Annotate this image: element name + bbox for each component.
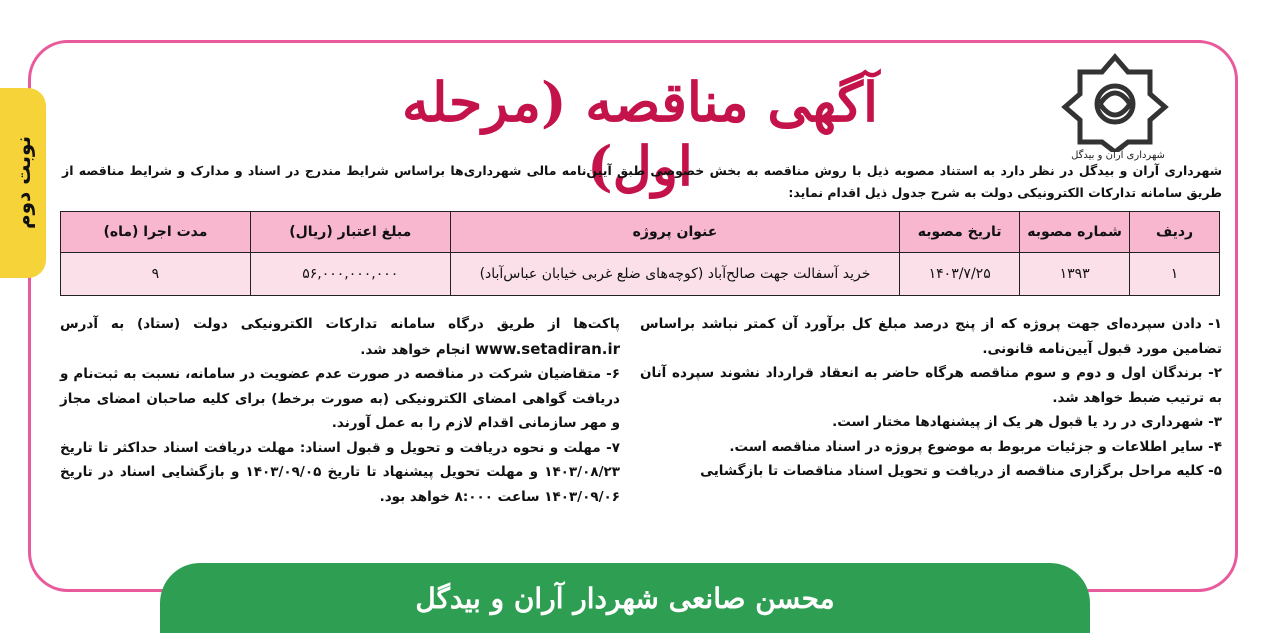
cell-project-title: خرید آسفالت جهت صالح‌آباد (کوچه‌های ضلع غربی خیابان عباس‌آباد): [450, 253, 900, 296]
condition-continuation: [60, 312, 620, 362]
continuation-text: پاکت‌ها از طریق درگاه سامانه تدارکات الکترونیکی دولت (ستاد) به آدرس: [60, 316, 620, 332]
condition-item: ۶- متقاضیان شرکت در مناقصه در صورت عدم عضویت در سامانه، نسبت به ثبت‌نام و دریافت گواهی امضای الکترونیکی (به صورت برخط) برای کلیه صاحبان امضای مجاز و مهر سازمانی اقدام لازم را به عمل آورند.: [60, 366, 620, 431]
conditions-right-column: [640, 312, 1222, 484]
condition-item: ۳- شهرداری در رد یا قبول هر یک از پیشنهادها مختار است.: [832, 414, 1222, 430]
municipality-logo-icon: [1060, 52, 1170, 152]
table-row: [61, 253, 1220, 296]
publication-round-label: نوبت دوم: [11, 136, 35, 230]
mayor-signature-banner: [160, 563, 1090, 633]
header-project-title: عنوان پروژه: [450, 212, 900, 253]
header-approval-number: شماره مصوبه: [1020, 212, 1130, 253]
condition-item: ۷- مهلت و نحوه دریافت و تحویل و قبول اسناد: مهلت دریافت اسناد حداکثر تا تاریخ ۱۴۰۳/۰۸/۲۳ و مهلت تحویل پیشنهاد تا تاریخ ۱۴۰۳/۰۹/۰۵ و بازگشایی اسناد در تاریخ ۱۴۰۳/۰۹/۰۶ ساعت ۸:۰۰۰ خواهد بود.: [60, 439, 620, 505]
table-header-row: [61, 212, 1220, 253]
condition-item: ۱- دادن سپرده‌ای جهت پروژه که از پنج درصد مبلغ کل برآورد آن کمتر نباشد براساس تضامین مورد قبول آیین‌نامه قانونی.: [640, 316, 1222, 357]
page-title: آگهی مناقصه (مرحله اول): [402, 70, 878, 198]
continuation-end: انجام خواهد شد.: [360, 341, 471, 358]
publication-round-tab: [0, 88, 46, 278]
intro-paragraph: شهرداری آران و بیدگل در نظر دارد به استناد مصوبه ذیل با روش مناقصه به بخش خصوصی طبق آیین‌نامه مالی شهرداری‌ها براساس شرایط مندرج در اسناد و مدارک و شرایط مناقصه از طریق سامانه تدارکات الکترونیکی دولت به شرح جدول ذیل اقدام نماید:: [62, 163, 1222, 200]
logo-caption: شهرداری آران و بیدگل: [1071, 150, 1165, 161]
cell-row-number: ۱: [1130, 253, 1220, 296]
conditions-left-column: [60, 312, 620, 509]
header-row-number: ردیف: [1130, 212, 1220, 253]
header-credit-amount: مبلغ اعتبار (ریال): [250, 212, 450, 253]
cell-duration: ۹: [61, 253, 251, 296]
condition-item: ۴- سایر اطلاعات و جزئیات مربوط به موضوع پروژه در اسناد مناقصه است.: [729, 438, 1222, 455]
cell-approval-number: ۱۳۹۳: [1020, 253, 1130, 296]
header-approval-date: تاریخ مصوبه: [900, 212, 1020, 253]
header-duration: مدت اجرا (ماه): [61, 212, 251, 253]
condition-item: ۲- برندگان اول و دوم و سوم مناقصه هرگاه حاضر به انعقاد قرارداد نشوند سپرده آنان به ترتیب ضبط خواهد شد.: [640, 365, 1222, 406]
mayor-name: محسن صانعی شهردار آران و بیدگل: [415, 581, 835, 615]
cell-approval-date: ۱۴۰۳/۷/۲۵: [900, 253, 1020, 296]
cell-credit-amount: ۵۶,۰۰۰,۰۰۰,۰۰۰: [250, 253, 450, 296]
website-link[interactable]: www.setadiran.ir: [474, 339, 620, 358]
condition-item: ۵- کلیه مراحل برگزاری مناقصه از دریافت و تحویل اسناد مناقصات تا بازگشایی: [700, 463, 1222, 479]
tender-table: [60, 211, 1220, 296]
